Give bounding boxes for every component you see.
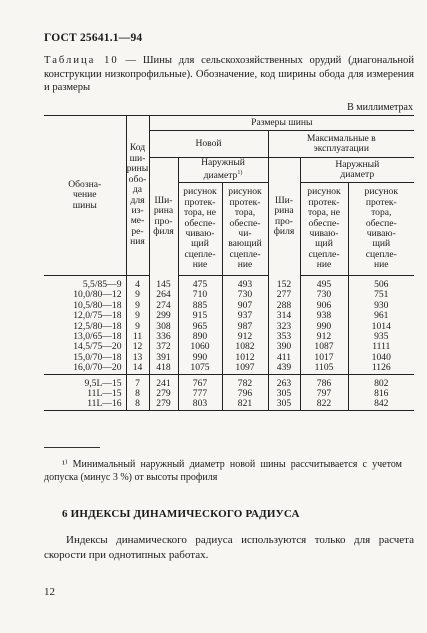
value-cell: 1105 [300, 363, 348, 374]
value-cell: 782 [222, 379, 268, 389]
header-new: Новой [149, 131, 268, 158]
tire-designation-cell: 9,5L—15 [84, 377, 122, 389]
value-cell: 4 [126, 280, 149, 290]
header-outer-diameter-new [178, 158, 268, 183]
value-cell: 907 [222, 301, 268, 311]
value-cell: 842 [348, 399, 414, 410]
value-cell: 372 [149, 342, 178, 352]
value-cell: 777 [178, 389, 222, 399]
tire-designation-cell: 5,5/85—9 [82, 279, 122, 290]
value-cell: 299 [149, 311, 178, 321]
header-sizes: Размеры шины [149, 116, 414, 131]
value-cell: 990 [300, 322, 348, 332]
value-cell: 411 [268, 353, 300, 363]
header-outer-diameter-new-label: Наружный диаметр [201, 157, 245, 182]
tire-dimensions-table [44, 115, 414, 411]
tire-designation-cell: 12,5/80—18 [73, 320, 122, 332]
value-cell: 730 [222, 290, 268, 300]
value-cell: 8 [126, 389, 149, 399]
value-cell: 1012 [222, 353, 268, 363]
value-cell: 9 [126, 301, 149, 311]
header-designation: Обозна- чение шины [44, 116, 126, 276]
value-cell: 912 [222, 332, 268, 342]
value-cell: 1087 [300, 342, 348, 352]
table-row [44, 399, 414, 410]
value-cell: 1082 [222, 342, 268, 352]
value-cell: 9 [126, 290, 149, 300]
value-cell: 906 [300, 301, 348, 311]
value-cell: 263 [268, 379, 300, 389]
table-body [44, 276, 414, 411]
value-cell: 279 [149, 399, 178, 410]
tire-designation-cell: 10,0/80—12 [73, 289, 122, 301]
footnote-rule [44, 447, 100, 448]
value-cell: 937 [222, 311, 268, 321]
value-cell: 796 [222, 389, 268, 399]
value-cell: 816 [348, 389, 414, 399]
value-cell: 390 [268, 342, 300, 352]
header-grip-new: рисунок протек- тора, обеспе- чи- вающий сцепле- ние [222, 183, 268, 276]
value-cell: 987 [222, 322, 268, 332]
page-number: 12 [44, 586, 55, 598]
value-cell: 264 [149, 290, 178, 300]
value-cell: 8 [126, 399, 149, 410]
value-cell: 475 [178, 280, 222, 290]
value-cell: 9 [126, 322, 149, 332]
value-cell: 305 [268, 399, 300, 410]
header-width-used: Ши- рина про- филя [268, 158, 300, 276]
value-cell: 12 [126, 342, 149, 352]
value-cell: 751 [348, 290, 414, 300]
value-cell: 274 [149, 301, 178, 311]
tire-designation-cell: 15,0/70—18 [73, 351, 122, 363]
units-note: В миллиметрах [347, 102, 413, 113]
value-cell: 314 [268, 311, 300, 321]
value-cell: 803 [178, 399, 222, 410]
value-cell: 145 [149, 280, 178, 290]
value-cell: 241 [149, 379, 178, 389]
table-caption-label: Таблица 10 [44, 55, 119, 66]
value-cell: 7 [126, 379, 149, 389]
header-used: Максимальные в эксплуатации [268, 131, 414, 158]
tire-designation-cell: 10,5/80—18 [73, 299, 122, 311]
value-cell: 885 [178, 301, 222, 311]
tire-designation-cell: 14,5/75—20 [73, 341, 122, 353]
value-cell: 305 [268, 389, 300, 399]
header-no-grip-used: рисунок протек- тора, не обеспе- чиваю- щий сцепле- ние [300, 183, 348, 276]
tire-designation-cell: 13,0/65—18 [73, 331, 122, 343]
value-cell: 990 [178, 353, 222, 363]
header-rim-code: Код ши- рины обо- да для из- ме- ре- ния [126, 116, 149, 276]
value-cell: 938 [300, 311, 348, 321]
value-cell: 930 [348, 301, 414, 311]
value-cell: 802 [348, 379, 414, 389]
value-cell: 495 [300, 280, 348, 290]
value-cell: 890 [178, 332, 222, 342]
value-cell: 391 [149, 353, 178, 363]
tire-designation-cell: 11L—16 [44, 399, 126, 410]
value-cell: 493 [222, 280, 268, 290]
footnote-text: ¹⁾ Минимальный наружный диаметр новой шины рассчитывается с учетом допуска (минус 3 %) от высоты профиля [44, 459, 402, 483]
value-cell: 13 [126, 353, 149, 363]
value-cell: 336 [149, 332, 178, 342]
table-row [44, 363, 414, 374]
value-cell: 323 [268, 322, 300, 332]
value-cell: 1040 [348, 353, 414, 363]
value-cell: 1111 [348, 342, 414, 352]
value-cell: 353 [268, 332, 300, 342]
value-cell: 11 [126, 332, 149, 342]
value-cell: 1060 [178, 342, 222, 352]
footnote-marker: 1) [237, 170, 243, 177]
table-caption-text: — Шины для сельскохозяйственных орудий (диагональной конструкции низкопрофильные). Обозначение, код ширины обода для измерения и размеры [44, 55, 414, 94]
value-cell: 152 [268, 280, 300, 290]
value-cell: 912 [300, 332, 348, 342]
header-no-grip-new: рисунок протек- тора, не обеспе- чиваю- щий сцепле- ние [178, 183, 222, 276]
value-cell: 277 [268, 290, 300, 300]
value-cell: 308 [149, 322, 178, 332]
standard-header: ГОСТ 25641.1—94 [44, 32, 143, 44]
value-cell: 14 [126, 363, 149, 374]
value-cell: 710 [178, 290, 222, 300]
value-cell: 767 [178, 379, 222, 389]
header-grip-used: рисунок протек- тора, обеспе- чиваю- щий сцепле- ние [348, 183, 414, 276]
value-cell: 965 [178, 322, 222, 332]
value-cell: 439 [268, 363, 300, 374]
value-cell: 418 [149, 363, 178, 374]
value-cell: 730 [300, 290, 348, 300]
value-cell: 786 [300, 379, 348, 389]
section-paragraph: Индексы динамического радиуса используются только для расчета скорости при однотипных работах. [44, 534, 414, 561]
value-cell: 288 [268, 301, 300, 311]
value-cell: 9 [126, 311, 149, 321]
section-title: 6 ИНДЕКСЫ ДИНАМИЧЕСКОГО РАДИУСА [62, 508, 300, 520]
value-cell: 1017 [300, 353, 348, 363]
value-cell: 1014 [348, 322, 414, 332]
tire-designation-cell: 12,0/75—18 [73, 310, 122, 322]
value-cell: 822 [300, 399, 348, 410]
value-cell: 279 [149, 389, 178, 399]
value-cell: 961 [348, 311, 414, 321]
tire-designation-cell: 11L—15 [87, 388, 122, 400]
value-cell: 1075 [178, 363, 222, 374]
value-cell: 1097 [222, 363, 268, 374]
value-cell: 506 [348, 280, 414, 290]
value-cell: 821 [222, 399, 268, 410]
value-cell: 1126 [348, 363, 414, 374]
header-width-new: Ши- рина про- филя [149, 158, 178, 276]
table-caption [44, 54, 414, 95]
tire-designation-cell: 16,0/70—20 [44, 363, 126, 374]
value-cell: 797 [300, 389, 348, 399]
value-cell: 915 [178, 311, 222, 321]
value-cell: 935 [348, 332, 414, 342]
header-outer-diameter-used: Наружный диаметр [300, 158, 414, 183]
